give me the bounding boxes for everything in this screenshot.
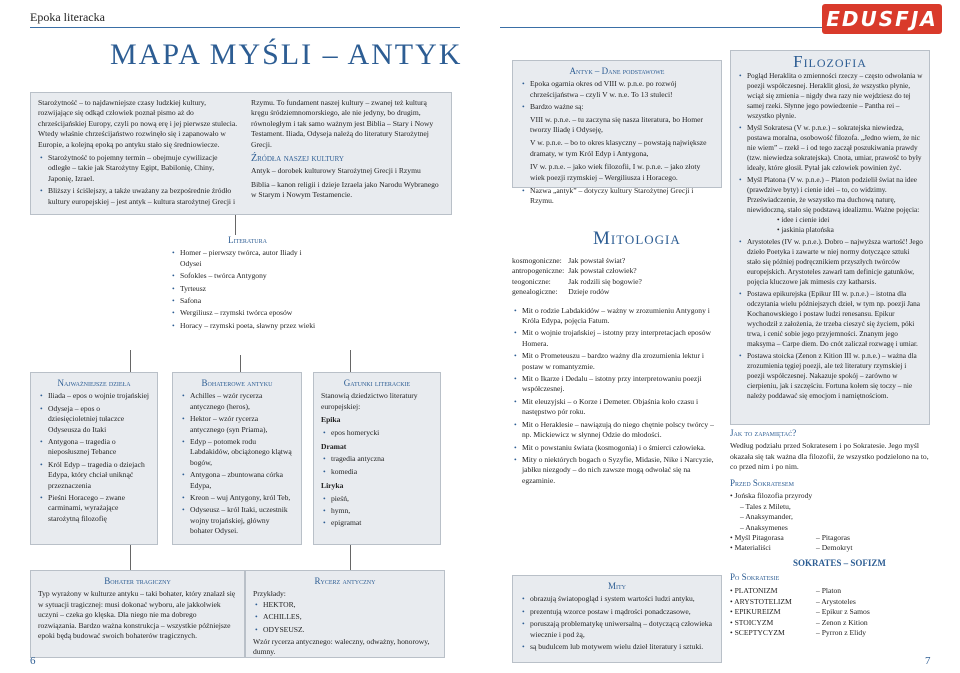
przed-school-text: Myśl Pitagorasa [734,533,784,543]
filozofia-item: • Postawa stoicka (Zenon z Kition III w. p.n.e.) – ważna dla zrozumienia tęgiej poezji, ale też literatury rzymskiej i poezji współczesnej. Nakazuje spokój – zarówno w cierpieniu, jak i szczęściu. Fortuna kołem się toczy – nie należy poddawać się emocjom i namiętnościom. [747,351,923,401]
mity-item: • prezentują wzorce postaw i mądrości ponadczasowe, [530,607,714,617]
idee-item-text: idee i cienie idei [781,215,830,225]
connector-line [350,545,351,570]
dzielo-item: • Odyseja – epos o dziesięcioletniej tułaczce Odyseusza do Itaki [48,404,150,435]
po-school: • SCEPTYCYZM [730,628,785,638]
mitologia-question: Jak rodzili się bogowie? [568,276,642,286]
intro-box [30,92,245,215]
po-philosopher: – Arystoteles [816,596,856,606]
edusfja-logo: EDUSFJA [822,4,942,34]
main-title: MAPA MYŚLI – ANTYK [110,38,463,71]
rzym-box [244,92,452,215]
idee-list [747,215,923,235]
mitologia-type: teogoniczne: [512,276,551,286]
literatura-item: • Homer – pierwszy twórca, autor Iliady i Odysei [180,248,325,269]
po-row [730,628,874,638]
mity-item: • są budulcem lub motywem wielu dzieł literatury i sztuki. [530,642,714,652]
po-row [730,618,874,628]
filozofia-item: • Arystoteles (IV w. p.n.e.). Dobro – najwyższa wartość! Jego dzieło Poetyka i zawarte w niej normy dotyczące sztuki stało się później podręcznikiem przyszłych twórców europejskich. Arystoteles zawarł tam definicje gatunków, pojęcia kluczowe jak mimesis czy katharsis. [747,237,923,287]
bohater-tragiczny-heading: Bohater tragiczny [104,576,171,586]
rzym-paragraph: Rzymu. To fundament naszej kultury – zwanej też kulturą kręgu śródziemnomorskiego, ale nie jedyny, bo drugim, równoległym i tak samo ważnym jest Biblia – Stary i Nowy Testament. Iliada, Odyseja należą do literatury Starożytnej Grecji. [251,98,434,149]
literatura-item: • Sofokles – twórca Antygony [180,271,325,281]
po-table [730,586,874,638]
bohater-tragiczny-box [30,570,245,658]
dzielo-item: • Pieśni Horacego – zwane carminami, wyrażające starożytną filozofię [48,493,150,524]
po-school-text: EPIKUREIZM [734,607,781,617]
antyk-dane-item: • Bardzo ważne są: [530,102,714,112]
przed-line: – Anaksymander, [740,512,793,522]
bohater-tragiczny-text: Typ wyrażony w kulturze antyku – taki bohater, który znalazł się w sytuacji tragicznej: musi dokonać wyboru, ale jakkolwiek uczyni – czeka go klęska. Dla niego nie ma dobrego rozwiązania. Bardzo ważna konstrukcja – wszystkie późniejsze epoki będą budować swoich bohaterów tragicznych. [38,589,236,641]
mitologia-title: Mitologia [593,228,681,249]
mity-box [512,575,722,663]
przed-philosopher: – Pitagoras [816,533,850,543]
literatura-box [170,235,325,355]
intro-paragraph: Starożytność – to najdawniejsze czasy ludzkiej kultury, rozwijające się odkąd człowiek poznał pismo aż do chrześcijańskiej Europy, czyli po nową erę i jej pierwsze stulecia. Wtedy właśnie chrześcijaństwo rozwinęło się i zapanowało w Europie, a kolejną epoką po antyku stało się średniowiecze. [38,98,238,149]
mitologia-row [512,287,646,297]
intro-bullet: • Bliższy i ściślejszy, a także uważany za bezpośrednie źródło kultury europejskiej – jest antyk – kultura starożytnej Grecji i [48,186,238,207]
mitologia-question: Jak powstał świat? [568,256,626,265]
connector-line [130,545,131,570]
mity-heading: Mity [608,581,626,591]
mitologia-row [512,266,646,276]
bohaterowie-heading: Bohaterowe antyku [201,378,273,388]
sokrates-sofizm: SOKRATES – SOFIZM [793,558,886,568]
dzielo-item: • Antygona – tragedia o nieposłusznej Tebance [48,437,150,458]
filozofia-box [730,50,930,425]
antyk-dane-item: • Nazwa „antyk” – dotyczy kultury Starożytnej Grecji i Rzymu. [530,186,714,207]
filozofia-item: • Pogląd Heraklita o zmienności rzeczy – często odwołania w poezji współczesnej. Heraklit głosi, że wszystko płynie, wciąż się zmienia – nigdy dwa razy nie wejdziesz do tej samej rzeki. Słynne jego powiedzenie – Pantha rei – wszystko płynie. [747,71,923,121]
idee-item: • idee i cienie idei [777,215,830,225]
page-number-left: 6 [30,655,36,667]
zrodla-heading: Źródła naszej kultury [251,153,344,165]
filozofia-item: • Postawa epikurejska (Epikur III w. p.n.e.) – istotna dla odczytania wielu późniejszych dzieł, w tym np. poezji Jana Kochanowskiego i postaw ludzi renesansu. Epikur wychodził z założenia, że trzeba cieszyć się życiem, póki trwa, i cenić sobie jego przyjemności. Znanym jego maksyma – Carpe diem. Do cnót zaliczał rozwagę i umiar. [747,289,923,349]
connector-line [240,355,241,373]
antyk-dane-box [512,60,722,206]
mitologia-row [512,256,646,266]
antyk-dane-line: V w. p.n.e. – bo to okres klasyczny – powstają największe dramaty, w tym Król Edyp i Antygona, [530,138,707,158]
mitologia-type: antropogeniczne: [512,266,565,276]
po-philosopher: – Zenon z Kition [816,617,868,627]
po-row [730,607,874,617]
mit-item: • Mit o powstaniu świata (kosmogonia) i o śmierci człowieka. [522,443,722,453]
najwazniejsze-heading: Najważniejsze dzieła [57,378,131,388]
przed-philosopher: – Demokryt [816,543,853,553]
antyk-dane-line: VIII w. p.n.e. – tu zaczyna się nasza literatura, bo Homer tworzy Iliadę i Odyseję, [530,114,704,135]
przed-school: • Myśl Pitagorasa [730,533,784,543]
gatunki-intro: Stanowią dziedzictwo literatury europejskiej: [321,391,418,411]
po-school-text: SCEPTYCYZM [734,628,785,638]
mit-item: • Mit o Heraklesie – nawiązują do niego chętnie polscy twórcy – np. Mickiewicz w słynnej Odzie do młodości. [522,420,722,441]
bohater-item: • Edyp – potomek rodu Labdakidów, obciążonego klątwą bogów, [190,437,294,468]
mit-item: • Mit o Prometeuszu – bardzo ważny dla zrozumienia lektur i postaw w romantyzmie. [522,351,722,372]
przed-school: • Materialiści [730,543,771,553]
page-header [0,0,960,40]
zapamietac-heading: Jak to zapamiętać? [730,428,797,438]
connector-line [235,215,236,235]
bohater-item: • Antygona – zbuntowana córka Edypa, [190,470,294,491]
rycerz-intro: Przykłady: [253,589,286,599]
literatura-item: • Horacy – rzymski poeta, sławny przez wieki [180,321,325,331]
przed-line: – Anaksymenes [740,522,788,532]
connector-line [350,350,351,372]
antyk-dane-heading: Antyk – Dane podstawowe [569,66,665,76]
po-school: • ARYSTOTELIZM [730,596,792,606]
bohater-item: • Achilles – wzór rycerza antycznego (heros), [190,391,294,412]
po-school: • PLATONIZM [730,586,778,596]
przed-line: – Tales z Miletu, [740,501,791,511]
page-number-right: 7 [925,655,931,667]
przed-school-text: Materialiści [734,543,771,553]
rycerz-item: • HEKTOR, [263,600,437,610]
bohater-item: • Kreon – wuj Antygony, król Teb, [190,493,294,503]
gatunki-box [313,372,441,545]
mitologia-type: genealogiczne: [512,287,558,297]
zapamietac-text: Według podziału przed Sokratesem i po Sokratesie. Jego myśl okazała się tak ważna dla filozofii, że wszystko podzielono na to, co przed nim i po nim. [730,441,929,472]
po-school-text: PLATONIZM [734,586,778,596]
mitologia-question: Dzieje rodów [568,287,610,297]
przed-sokratesem-section [730,478,930,558]
antyk-dane-line: IV w. p.n.e. – jako wiek filozofii, I w. p.n.e. – jako złoty wiek poezji rzymskiej – Wergiliusza i Horacego. [530,162,701,182]
rycerz-heading: Rycerz antyczny [314,576,376,586]
liryka-heading: Liryka [321,481,344,491]
mitologia-section [512,256,722,511]
idee-item-text: jaskinia platońska [781,225,834,235]
literatura-item: • Tyrteusz [180,284,325,294]
po-row [730,586,874,596]
literatura-item: • Wergiliusz – rzymski twórca eposów [180,308,325,318]
mitologia-question: Jak powstał człowiek? [568,266,637,276]
mity-item: • poruszają problematykę uniwersalną – dotyczącą człowieka wiecznie i pod żą, [530,619,714,640]
mit-item: • Mit o Ikarze i Dedalu – istotny przy interpretowaniu poezji współczesnej. [522,374,722,395]
dzielo-item: • Król Edyp – tragedia o dziejach Edypa, który chciał uniknąć przeznaczenia [48,460,150,491]
po-school-text: ARYSTOTELIZM [734,596,792,606]
filozofia-item: • Myśl Sokratesa (V w. p.n.e.) – sokratejska niewiedza, postawa moralna, osobowość filozofa. „Jedno wiem, że nic nie wiem” – rzekł – i od tego zaczął poszukiwania prawdy (tzw. niewiedza sokratejska). Cnota, umiar, prawość to były ideały, które głosił. Pytał jak człowiek powinien żyć. [747,123,923,173]
connector-line [130,350,131,372]
przed-row [730,533,857,543]
mitologia-table [512,256,646,298]
epika-heading: Epika [321,415,341,425]
gatunek-item: • epos homerycki [331,428,433,438]
gatunek-item: • epigramat [331,518,433,528]
antyk-dane-item: • Epoka ogarnia okres od VIII w. p.n.e. po rozwój chrześcijaństwa – czyli V w. n.e. To 13 stuleci! [530,79,714,100]
po-school-text: STOICYZM [734,617,774,627]
intro-bullet: • Starożytność to pojemny termin – obejmuje cywilizacje odległe – takie jak Starożytny Egipt, Babilonię, Chiny, Japonię, Izrael. [48,153,238,184]
rycerz-box [245,570,445,658]
idee-item: • jaskinia platońska [777,225,834,235]
platon-text: Myśl Platona (V w. p.n.e.) – Platon podzielił świat na idee (prawdziwe byty) i cienie idei – to, co widzimy. Przeświadczenie, że wszystko ma duchową naturę, niewidoczną, stało się podstawą idealizmu. Ważne pojęcia: [747,175,920,215]
po-philosopher: – Epikur z Samos [816,607,870,617]
przed-table [730,533,857,554]
przed-row [730,543,857,553]
zrodla-antyk: Antyk – dorobek kulturowy Starożytnej Grecji i Rzymu [251,166,421,176]
header-rule-left [30,27,460,28]
section-title: Epoka literacka [30,10,105,24]
zrodla-biblia: Biblia – kanon religii i dzieje Izraela jako Narodu Wybranego w Starym i Nowym Testamencie. [251,179,439,200]
przed-line: • Jońska filozofia przyrody [730,491,813,501]
bohaterowie-box [172,372,302,545]
zapamietac-section [730,428,930,478]
po-sokratesie-heading: Po Sokratesie [730,572,780,582]
mit-item: • Mit o rodzie Labdakidów – ważny w zrozumieniu Antygony i Króla Edypa, pojęcia Fatum. [522,306,722,327]
po-sokratesie-section [730,572,930,657]
po-school: • EPIKUREIZM [730,607,781,617]
literatura-heading: Literatura [228,235,267,245]
gatunek-item: • hymn, [331,506,433,516]
mitologia-row [512,277,646,287]
filozofia-item [747,175,923,235]
gatunek-item: • komedia [331,467,433,477]
przed-sokratesem-heading: Przed Sokratesem [730,478,794,488]
najwazniejsze-box [30,372,158,545]
po-philosopher: – Pyrron z Elidy [816,628,866,638]
bohater-item: • Odyseusz – król Itaki, uczestnik wojny trojańskiej, główny bohater Odysei. [190,505,294,536]
gatunek-item: • tragedia antyczna [331,454,433,464]
mit-item: • Mit eleuzyjski – o Korze i Demeter. Objaśnia koło czasu i następstwo pór roku. [522,397,722,418]
gatunki-heading: Gatunki literackie [343,378,411,388]
mity-item: • obrazują światopogląd i system wartości ludzi antyku, [530,594,714,604]
dzielo-item: • Iliada – epos o wojnie trojańskiej [48,391,150,401]
gatunek-item: • pieśń, [331,494,433,504]
mitologia-type: kosmogoniczne: [512,256,562,265]
rycerz-outro: Wzór rycerza antycznego: waleczny, odważny, honorowy, dumny. [253,637,430,657]
mit-item: • Mit o wojnie trojańskiej – istotny przy interpretacjach eposów Homera. [522,328,722,349]
rycerz-item: • ACHILLES, [263,612,437,622]
mit-item: • Mity o niektórych bogach o Syzyfie, Midasie, Nike i Narcyzie, jabłku niezgody – do nich zawsze mogą odwołać się na egzaminie. [522,455,722,486]
przed-line-text: Jońska filozofia przyrody [734,491,813,501]
po-school: • STOICYZM [730,617,774,627]
po-philosopher: – Platon [816,586,842,596]
dramat-heading: Dramat [321,442,347,452]
rycerz-item: • ODYSEUSZ. [263,625,437,635]
literatura-item: • Safona [180,296,325,306]
filozofia-title: Filozofia [793,52,867,71]
bohater-item: • Hektor – wzór rycerza antycznego (syn Priama), [190,414,294,435]
po-row [730,597,874,607]
